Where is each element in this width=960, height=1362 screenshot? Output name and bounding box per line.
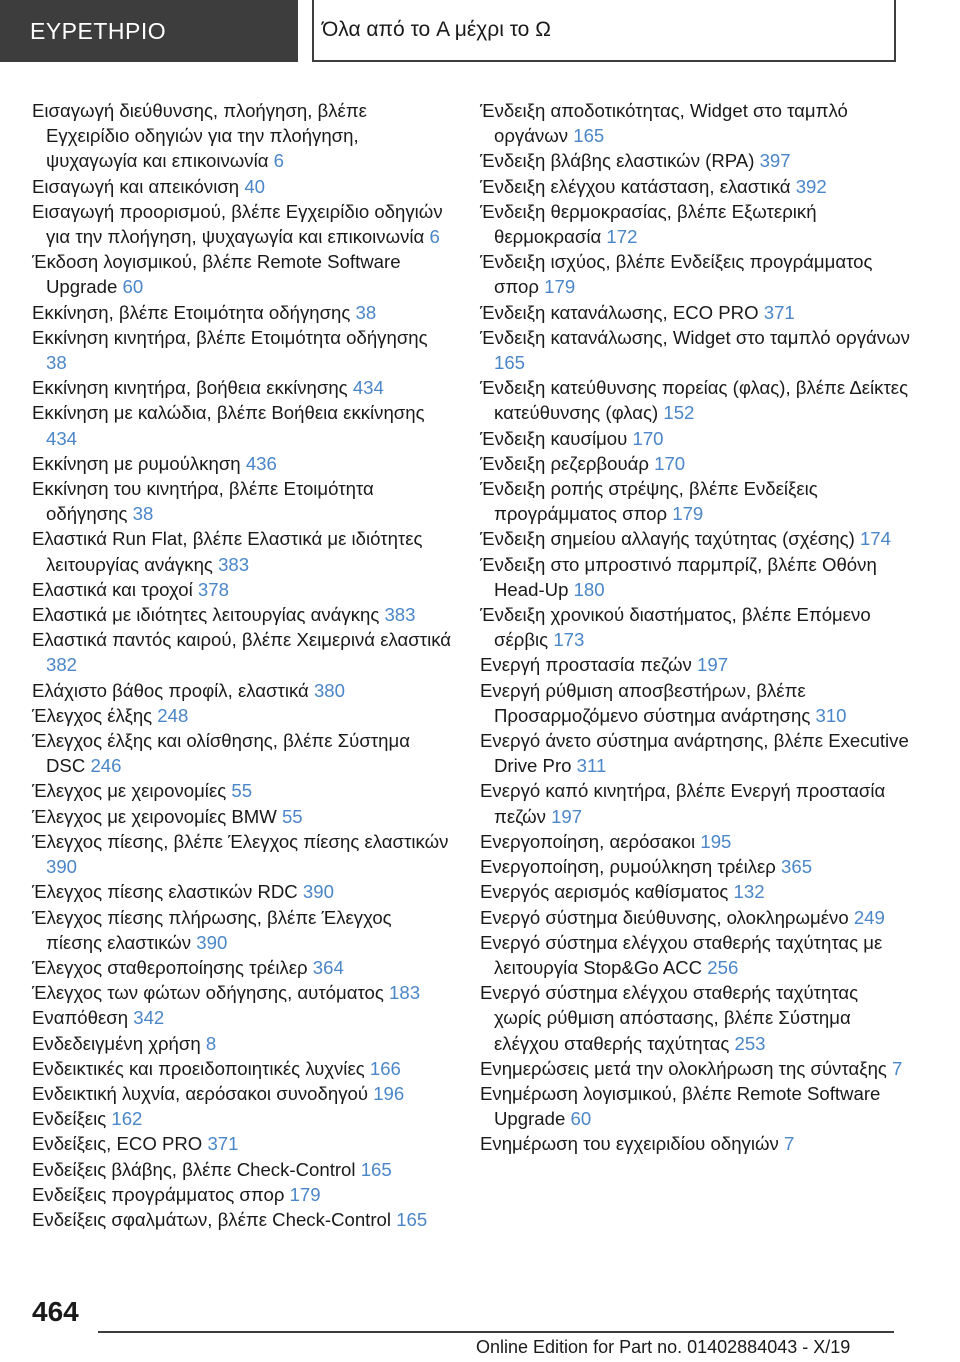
entry-text: Έλεγχος πίεσης, βλέπε Έλεγχος πίεσης ελαστικών	[32, 830, 449, 852]
entry-text: Ενδείξεις σφαλμάτων, βλέπε Check-Control	[32, 1208, 392, 1230]
index-entry	[480, 199, 910, 249]
page-reference-link[interactable]: 170	[632, 427, 664, 449]
index-entry	[32, 980, 452, 1005]
entry-text: Ενημερώσεις μετά την ολοκλήρωση της σύνταξης	[480, 1057, 887, 1079]
index-entry	[32, 526, 452, 576]
index-entry	[32, 375, 452, 400]
index-entry	[32, 627, 452, 677]
page-reference-link[interactable]: 55	[231, 780, 253, 802]
index-entry	[32, 1157, 452, 1182]
entry-text: Ενεργό άνετο σύστημα ανάρτησης, βλέπε Executive Drive Pro	[480, 730, 909, 777]
entry-text: Ένδειξη σημείου αλλαγής ταχύτητας (σχέσης)	[480, 528, 855, 550]
entry-text: Ένδειξη ροπής στρέψης, βλέπε Ενδείξεις προγράμματος σπορ	[480, 478, 818, 525]
entry-text: Ενεργοποίηση, αερόσακοι	[480, 830, 696, 852]
page-reference-link[interactable]: 162	[111, 1108, 143, 1130]
entry-text: Ενεργοποίηση, ρυμούλκηση τρέιλερ	[480, 856, 776, 878]
page-reference-link[interactable]: 165	[360, 1158, 392, 1180]
page-reference-link[interactable]: 310	[815, 704, 847, 726]
index-entry	[480, 1056, 910, 1081]
entry-text: Ένδειξη ελέγχου κατάσταση, ελαστικά	[480, 175, 791, 197]
page-reference-link[interactable]: 165	[396, 1208, 428, 1230]
page-reference-link[interactable]: 371	[207, 1133, 239, 1155]
page-reference-link[interactable]: 195	[700, 830, 732, 852]
page-number: 464	[32, 1296, 79, 1327]
index-entry	[32, 1056, 452, 1081]
page-reference-link[interactable]: 256	[707, 956, 739, 978]
index-entry	[32, 400, 452, 450]
page-reference-link[interactable]: 6	[429, 226, 440, 248]
index-entry	[32, 602, 452, 627]
index-entry	[480, 426, 910, 451]
entry-text: Ενδεικτική λυχνία, αερόσακοι συνοδηγού	[32, 1082, 369, 1104]
entry-text: Ένδειξη αποδοτικότητας, Widget στο ταμπλό οργάνων	[480, 100, 848, 147]
page-reference-link[interactable]: 390	[196, 931, 228, 953]
page-reference-link[interactable]: 170	[654, 452, 686, 474]
page-reference-link[interactable]: 364	[312, 956, 344, 978]
page-reference-link[interactable]: 197	[697, 654, 729, 676]
index-entry	[480, 930, 910, 980]
index-entry	[32, 1005, 452, 1030]
index-entry	[480, 148, 910, 173]
entry-text: Ενεργό σύστημα ελέγχου σταθερής ταχύτητας με λειτουργία Stop&Go ACC	[480, 931, 883, 978]
page-reference-link[interactable]: 38	[355, 301, 377, 323]
index-entry	[480, 1131, 910, 1156]
entry-text: Ένδειξη στο μπροστινό παρμπρίζ, βλέπε Οθόνη Head-Up	[480, 553, 877, 600]
page-reference-link[interactable]: 8	[205, 1032, 217, 1054]
edition-note: Online Edition for Part no. 01402884043 - X/19	[476, 1337, 851, 1357]
index-entry	[32, 1207, 452, 1232]
entry-text: Ένδειξη καυσίμου	[480, 427, 628, 449]
entry-text: Ενδείξεις προγράμματος σπορ	[32, 1183, 285, 1205]
page-reference-link[interactable]: 173	[553, 629, 585, 651]
entry-text: Ενεργό σύστημα ελέγχου σταθερής ταχύτητας χωρίς ρύθμιση απόστασης, βλέπε Σύστημα ελέγχου σταθερής ταχύτητας	[480, 982, 859, 1054]
page-reference-link[interactable]: 253	[734, 1032, 766, 1054]
footer-divider	[98, 1331, 894, 1333]
index-entry	[480, 778, 910, 828]
page-reference-link[interactable]: 60	[570, 1108, 592, 1130]
index-entry	[32, 98, 452, 174]
entry-text: Έλεγχος πίεσης ελαστικών RDC	[32, 881, 298, 903]
page-reference-link[interactable]: 248	[157, 704, 189, 726]
index-entry	[32, 249, 452, 299]
page-reference-link[interactable]: 179	[289, 1183, 321, 1205]
index-entry	[32, 1106, 452, 1131]
index-entry	[32, 829, 452, 879]
page-reference-link[interactable]: 6	[273, 150, 285, 172]
index-entry	[32, 879, 452, 904]
entry-text: Ενημέρωση λογισμικού, βλέπε Remote Software Upgrade	[480, 1082, 881, 1130]
index-entry	[480, 652, 910, 677]
entry-text: Έλεγχος με χειρονομίες BMW	[32, 805, 277, 827]
entry-text: Ένδειξη χρονικού διαστήματος, βλέπε Επόμενο σέρβις	[480, 604, 871, 651]
page-reference-link[interactable]: 197	[551, 805, 583, 827]
entry-text: Εισαγωγή και απεικόνιση	[32, 175, 240, 197]
entry-text: Ένδειξη βλάβης ελαστικών (RPA)	[480, 150, 755, 172]
index-entry	[480, 678, 910, 728]
index-entry	[32, 678, 452, 703]
page-reference-link[interactable]: 383	[218, 553, 250, 575]
entry-text: Έλεγχος των φώτων οδήγησης, αυτόματος	[32, 982, 384, 1004]
page-reference-link[interactable]: 174	[859, 528, 891, 550]
index-entry	[480, 526, 910, 551]
page-reference-link[interactable]: 397	[759, 150, 791, 172]
index-entry	[32, 703, 452, 728]
page-reference-link[interactable]: 38	[46, 352, 67, 374]
page-reference-link[interactable]: 183	[389, 982, 421, 1004]
index-entry	[480, 375, 910, 425]
entry-text: Ένδειξη κατεύθυνσης πορείας (φλας), βλέπε Δείκτες κατεύθυνσης (φλας)	[480, 377, 909, 424]
index-entry	[32, 778, 452, 803]
entry-text: Ενεργή προστασία πεζών	[480, 654, 692, 676]
page-reference-link[interactable]: 434	[46, 427, 78, 449]
entry-text: Ενεργός αερισμός καθίσματος	[480, 881, 729, 903]
entry-text: Ενεργό καπό κινητήρα, βλέπε Ενεργή προστασία πεζών	[480, 780, 886, 827]
entry-text: Εναπόθεση	[32, 1007, 129, 1029]
entry-text: Ενημέρωση του εγχειριδίου οδηγιών	[480, 1133, 779, 1155]
page-reference-link[interactable]: 436	[245, 452, 277, 474]
page-reference-link[interactable]: 152	[663, 402, 695, 424]
entry-text: Εκκίνηση, βλέπε Ετοιμότητα οδήγησης	[32, 301, 351, 323]
page-reference-link[interactable]: 179	[544, 276, 576, 298]
page-reference-link[interactable]: 40	[244, 175, 266, 197]
index-entry	[480, 476, 910, 526]
index-entry	[480, 602, 910, 652]
page-reference-link[interactable]: 7	[783, 1133, 795, 1155]
index-entry	[480, 249, 910, 299]
entry-text: Εκκίνηση κινητήρα, βλέπε Ετοιμότητα οδήγησης	[32, 326, 428, 348]
index-column-left	[32, 98, 452, 1232]
page-reference-link[interactable]: 392	[795, 175, 827, 197]
index-column-right	[480, 98, 910, 1157]
page-reference-link[interactable]: 246	[90, 755, 122, 777]
page-reference-link[interactable]: 38	[132, 503, 154, 525]
page-reference-link[interactable]: 371	[763, 301, 795, 323]
page-reference-link[interactable]: 196	[373, 1082, 405, 1104]
page-reference-link[interactable]: 179	[672, 503, 704, 525]
entry-text: Ένδειξη κατανάλωσης, Widget στο ταμπλό οργάνων	[480, 326, 910, 348]
index-entry	[32, 1081, 452, 1106]
index-entry	[32, 476, 452, 526]
index-entry	[480, 325, 910, 375]
page-reference-link[interactable]: 172	[606, 226, 638, 248]
entry-text: Ελάχιστο βάθος προφίλ, ελαστικά	[32, 679, 309, 701]
entry-text: Έλεγχος με χειρονομίες	[32, 780, 227, 802]
page-reference-link[interactable]: 165	[573, 125, 605, 147]
section-tab: ΕΥΡΕΤΗΡΙΟ	[0, 0, 298, 62]
index-entry	[32, 804, 452, 829]
entry-text: Ενδεδειγμένη χρήση	[32, 1032, 201, 1054]
entry-text: Ελαστικά παντός καιρού, βλέπε Χειμερινά ελαστικά	[32, 629, 452, 651]
section-subtitle: Όλα από το A μέχρι το Ω	[312, 0, 896, 62]
entry-text: Ένδειξη ρεζερβουάρ	[480, 452, 649, 474]
entry-text: Ελαστικά και τροχοί	[32, 578, 193, 600]
entry-text: Ένδειξη ισχύος, βλέπε Ενδείξεις προγράμματος σπορ	[480, 251, 873, 298]
page-reference-link[interactable]: 434	[352, 377, 384, 399]
page-reference-link[interactable]: 365	[781, 856, 813, 878]
index-entry	[32, 1131, 452, 1156]
page-header	[0, 0, 960, 66]
entry-text: Εκκίνηση με ρυμούλκηση	[32, 452, 241, 474]
entry-text: Έλεγχος πίεσης πλήρωσης, βλέπε Έλεγχος πίεσης ελαστικών	[32, 906, 392, 953]
entry-text: Εκκίνηση του κινητήρα, βλέπε Ετοιμότητα οδήγησης	[32, 478, 374, 525]
index-entry	[480, 300, 910, 325]
entry-text: Ενδείξεις, ECO PRO	[32, 1133, 203, 1155]
page-reference-link[interactable]: 390	[302, 881, 334, 903]
page-reference-link[interactable]: 342	[133, 1007, 165, 1029]
index-entry	[480, 829, 910, 854]
index-entry	[480, 879, 910, 904]
page-reference-link[interactable]: 382	[46, 654, 78, 676]
entry-text: Εκκίνηση με καλώδια, βλέπε Βοήθεια εκκίνησης	[32, 402, 425, 424]
page-reference-link[interactable]: 249	[853, 906, 885, 928]
entry-text: Εισαγωγή προορισμού, βλέπε Εγχειρίδιο οδηγιών για την πλοήγηση, ψυχαγωγία και επικοινωνία	[32, 200, 443, 248]
entry-text: Ενεργό σύστημα διεύθυνσης, ολοκληρωμένο	[480, 906, 849, 928]
entry-text: Έκδοση λογισμικού, βλέπε Remote Software Upgrade	[32, 251, 401, 298]
index-entry	[32, 300, 452, 325]
page-reference-link[interactable]: 378	[197, 578, 229, 600]
entry-text: Ενδεικτικές και προειδοποιητικές λυχνίες	[32, 1057, 365, 1079]
index-entry	[32, 577, 452, 602]
entry-text: Ενεργή ρύθμιση αποσβεστήρων, βλέπε Προσαρμοζόμενο σύστημα ανάρτησης	[480, 679, 811, 726]
page-reference-link[interactable]: 60	[122, 276, 144, 298]
entry-text: Ένδειξη θερμοκρασίας, βλέπε Εξωτερική θερμοκρασία	[480, 200, 817, 248]
entry-text: Ενδείξεις	[32, 1108, 107, 1130]
page-reference-link[interactable]: 311	[576, 755, 607, 777]
index-entry	[480, 451, 910, 476]
entry-text: Έλεγχος έλξης	[32, 704, 153, 726]
entry-text: Ελαστικά Run Flat, βλέπε Ελαστικά με ιδιότητες λειτουργίας ανάγκης	[32, 528, 423, 575]
page-reference-link[interactable]: 390	[46, 856, 78, 878]
page-reference-link[interactable]: 383	[384, 604, 416, 626]
index-entry	[480, 174, 910, 199]
index-entry	[32, 1031, 452, 1056]
index-entry	[32, 325, 452, 375]
index-entry	[480, 905, 910, 930]
index-entry	[32, 728, 452, 778]
entry-text: Ελαστικά με ιδιότητες λειτουργίας ανάγκης	[32, 604, 380, 626]
index-entry	[32, 174, 452, 199]
entry-text: Έλεγχος σταθεροποίησης τρέιλερ	[32, 956, 308, 978]
index-entry	[32, 955, 452, 980]
page-reference-link[interactable]: 7	[892, 1057, 903, 1079]
page-reference-link[interactable]: 180	[573, 578, 605, 600]
index-entry	[32, 451, 452, 476]
page-reference-link[interactable]: 380	[313, 679, 345, 701]
index-entry	[480, 854, 910, 879]
page-reference-link[interactable]: 132	[733, 881, 765, 903]
entry-text: Εκκίνηση κινητήρα, βοήθεια εκκίνησης	[32, 377, 348, 399]
entry-text: Ενδείξεις βλάβης, βλέπε Check-Control	[32, 1158, 356, 1180]
index-entry	[480, 98, 910, 148]
page-reference-link[interactable]: 166	[369, 1057, 401, 1079]
entry-text: Ένδειξη κατανάλωσης, ECO PRO	[480, 301, 759, 323]
index-entry	[480, 980, 910, 1056]
page-reference-link[interactable]: 165	[494, 352, 526, 374]
index-entry	[480, 1081, 910, 1131]
index-entry	[480, 552, 910, 602]
index-entry	[480, 728, 910, 778]
index-entry	[32, 199, 452, 249]
index-entry	[32, 905, 452, 955]
page-reference-link[interactable]: 55	[281, 805, 303, 827]
entry-text: Έλεγχος έλξης και ολίσθησης, βλέπε Σύστημα DSC	[32, 730, 410, 777]
entry-text: Εισαγωγή διεύθυνσης, πλοήγηση, βλέπε Εγχειρίδιο οδηγιών για την πλοήγηση, ψυχαγωγία και επικοινωνία	[32, 100, 367, 172]
index-entry	[32, 1182, 452, 1207]
